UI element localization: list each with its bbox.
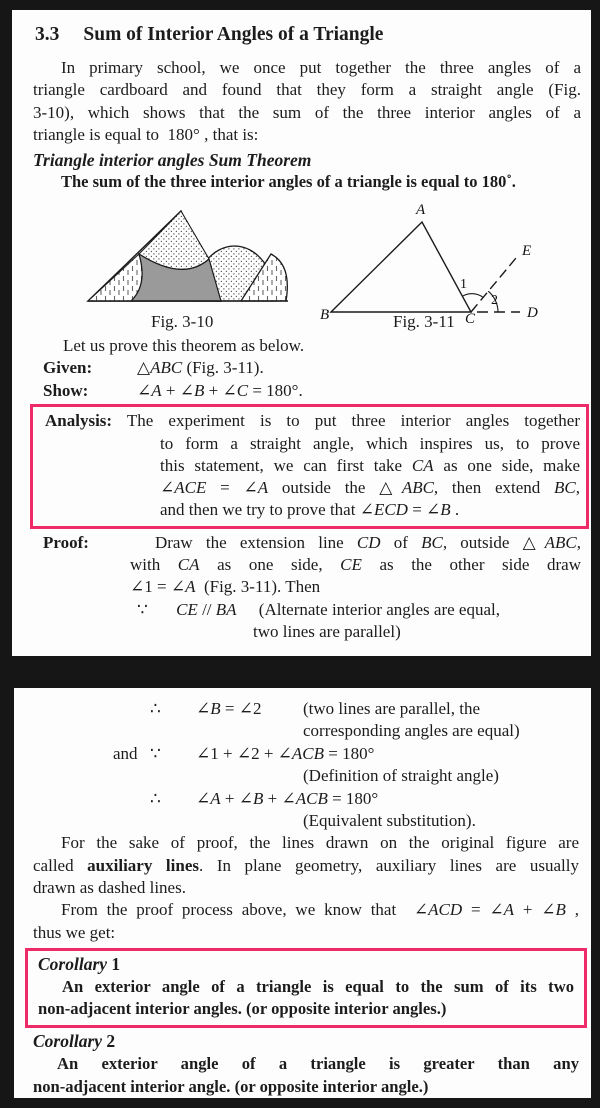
section-number: 3.3	[35, 24, 60, 45]
text-line: From the proof process above, we know that ∠ACD = ∠A + ∠B ,	[61, 900, 580, 920]
theorem-statement: The sum of the three interior angles of a triangle is equal to 180˚.	[61, 172, 516, 192]
derivation-cell: ∠1 + ∠2 + ∠ACB = 180°	[196, 743, 375, 763]
corollary2-title: Corollary 2	[33, 1031, 116, 1052]
text-line: In primary school, we once put together the three angles of a	[61, 58, 581, 77]
left-corner	[88, 254, 142, 301]
fig-3-11-caption: Fig. 3-11	[393, 311, 455, 331]
derivation-row	[33, 810, 579, 832]
corollary2-body	[33, 1053, 579, 1098]
given-row	[33, 357, 581, 380]
proof-label: Proof:	[43, 532, 89, 552]
derivation-cell: ∠A + ∠B + ∠ACB = 180°	[196, 788, 379, 808]
given-label: Given:	[43, 358, 93, 378]
derivation-row	[33, 765, 579, 787]
text-line: drawn as dashed lines.	[33, 877, 186, 897]
derivation-cell: corresponding angles are equal)	[303, 721, 520, 741]
text-line: triangle is equal to 180° , that is:	[33, 124, 259, 144]
derivation-row	[33, 743, 579, 765]
text-line: and then we try to prove that ∠ECD = ∠B .	[160, 500, 460, 520]
triangle-abc	[331, 222, 471, 312]
because-symbol: ∵	[137, 599, 148, 619]
text-line: this statement, we can first take CA as one side, make	[160, 455, 580, 475]
derivation-cell: (two lines are parallel, the	[303, 699, 481, 718]
analysis-line-1: Analysis: The experiment is to put three interior angles together	[45, 411, 580, 431]
angle1-arc	[462, 293, 483, 297]
auxiliary-lines-paragraph	[33, 832, 579, 899]
show-text: ∠A + ∠B + ∠C = 180°.	[137, 380, 303, 400]
vertex-label-c: C	[465, 310, 476, 323]
vertex-label-b: B	[320, 306, 330, 323]
fig-3-11-diagram	[319, 198, 549, 323]
text-line: called auxiliary lines. In plane geometry, auxiliary lines are usually	[33, 855, 579, 875]
text-line: triangle cardboard and found that they form a straight angle (Fig.	[33, 80, 581, 100]
derivation-row	[33, 698, 579, 720]
proof-note: (Alternate interior angles are equal,	[258, 599, 500, 619]
text-line: non-adjacent interior angle. (or opposite interior angle.)	[33, 1076, 429, 1096]
derivation-cell: (Equivalent substitution).	[303, 810, 476, 830]
text-line: For the sake of proof, the lines drawn on the original figure are	[61, 833, 579, 853]
text-line: thus we get:	[33, 922, 116, 942]
page-panel-2	[14, 688, 591, 1098]
derivation-cell: ∵	[150, 743, 161, 763]
show-label: Show:	[43, 380, 89, 400]
analysis-continuation	[45, 433, 580, 522]
angle1-label: 1	[460, 276, 467, 292]
derivation-cell: (Definition of straight angle)	[303, 766, 499, 786]
corollary1-body	[38, 976, 574, 1021]
section-heading	[35, 22, 581, 48]
vertex-label-e: E	[522, 242, 532, 259]
from-proof-paragraph	[33, 899, 579, 944]
proof-line-4	[43, 599, 581, 621]
analysis-label: Analysis:	[45, 411, 113, 431]
text-line: 3-10), which shows that the sum of the three interior angles of a	[33, 102, 581, 122]
theorem-name: Triangle interior angles Sum Theorem	[33, 150, 312, 171]
page-panel-1	[12, 10, 591, 656]
show-row	[33, 380, 581, 403]
derivation-cell: and	[113, 743, 138, 763]
fig-3-10-caption: Fig. 3-10	[151, 311, 214, 331]
figures-row	[33, 197, 581, 335]
section-title: Sum of Interior Angles of a Triangle	[83, 24, 384, 45]
text-line: non-adjacent interior angles. (or opposite interior angles.)	[38, 999, 447, 1019]
analysis-highlight-box	[30, 404, 589, 528]
text-line: An exterior angle of a triangle is greater than any	[57, 1054, 579, 1074]
derivation-block	[33, 698, 579, 832]
prove-intro-line: Let us prove this theorem as below.	[63, 335, 305, 355]
proof-formula: CE // BA	[176, 599, 237, 619]
vertex-label-d: D	[527, 304, 538, 321]
intro-paragraph	[33, 57, 581, 146]
text-line: ∠ACE = ∠A outside the △ABC, then extend BC,	[160, 478, 580, 498]
derivation-row	[33, 788, 579, 810]
proof-line-2: with CA as one side, CE as the other side draw	[130, 555, 581, 575]
corollary2-block	[33, 1030, 579, 1098]
derivation-cell: ∠B = ∠2	[196, 699, 262, 718]
proof-line-3: ∠1 = ∠A (Fig. 3-11). Then	[130, 577, 321, 597]
derivation-row	[33, 720, 579, 742]
derivation-cell: ∴	[150, 699, 161, 718]
proof-block	[43, 532, 581, 643]
corollary1-highlight-box	[25, 948, 587, 1029]
corollary1-title: Corollary 1	[38, 953, 121, 974]
derivation-cell: ∴	[150, 788, 161, 808]
vertex-label-a: A	[416, 201, 426, 218]
proof-line-1: Proof: Draw the extension line CD of BC, outside △ABC,	[43, 532, 581, 552]
text-line: to form a straight angle, which inspires us, to prove	[160, 433, 580, 453]
text-line: An exterior angle of a triangle is equal to the sum of its two	[62, 976, 574, 996]
fig-3-10-illustration	[85, 205, 303, 307]
proof-line-5: two lines are parallel)	[253, 621, 401, 641]
angle2-label: 2	[491, 292, 498, 308]
given-text: △ABC (Fig. 3-11).	[137, 358, 264, 378]
